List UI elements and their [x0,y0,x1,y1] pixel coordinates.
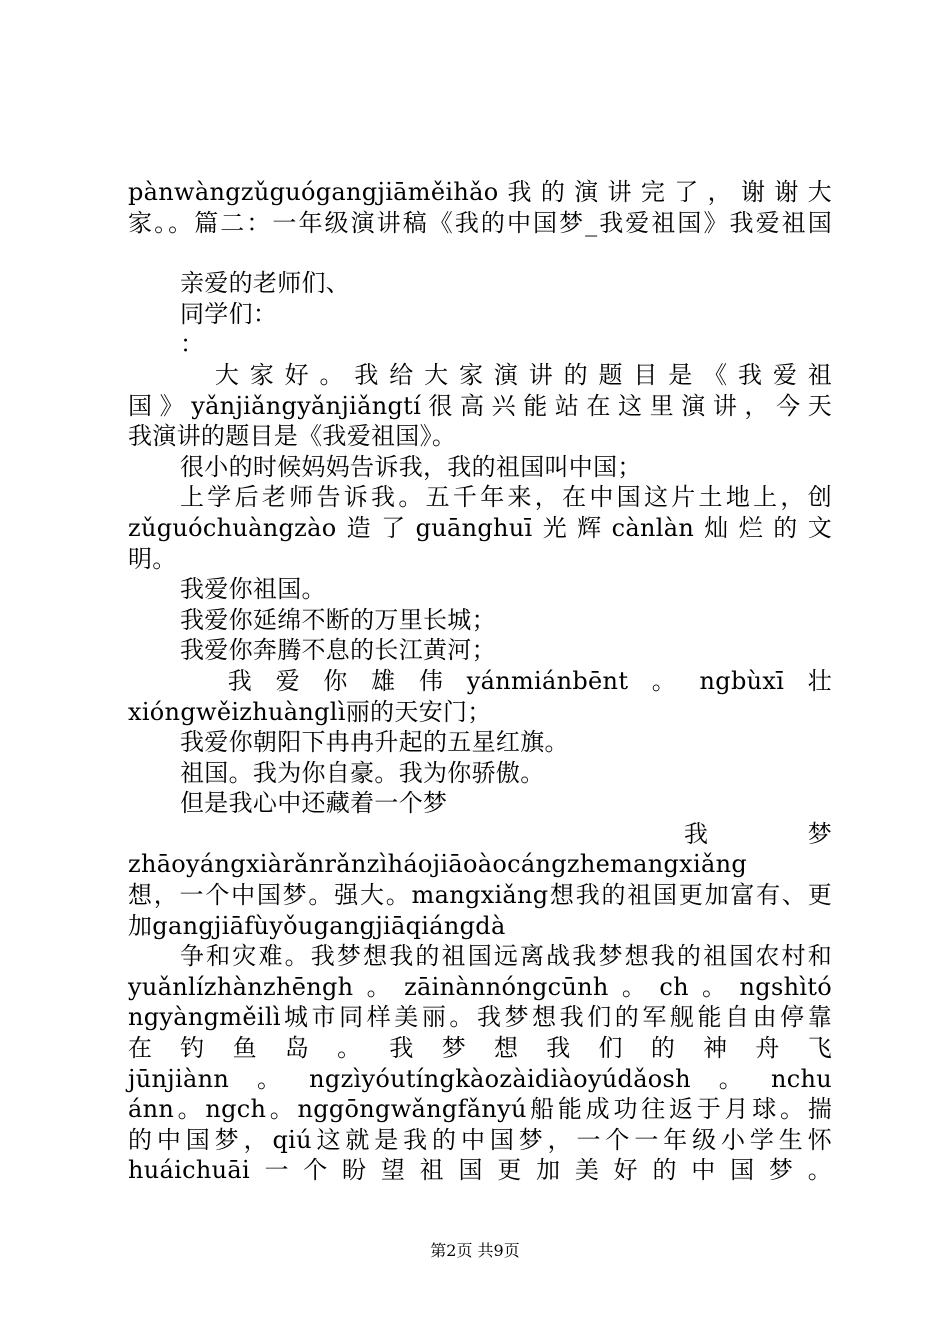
text-line: zhāoyángxiàrǎnrǎnzìháojiāoàocángzhemangxiǎng [128,850,748,879]
text-line: 加gangjiāfùyǒugangjiāqiángdà [128,911,506,940]
text-line: 我爱你延绵不断的万里长城； [180,605,496,634]
page-footer [0,1241,950,1261]
text-line: 我爱你祖国。 [180,575,326,604]
text-line: 明。 [128,544,177,573]
text-line: ngyàngměilì城市同样美丽。我梦想我们的军舰能自由停靠 [128,1003,832,1032]
text-line: ： [180,330,205,359]
text-line: 我演讲的题目是《我爱祖国》。 [128,422,457,451]
paragraph-gap [128,238,832,268]
text-line: 上学后老师告诉我。五千年来，在中国这片土地上，创 [180,483,832,512]
text-line: 很小的时候妈妈告诉我，我的祖国叫中国； [180,452,642,481]
salutation-line: 同学们： [180,299,278,328]
text-line: 国》yǎnjiǎngyǎnjiǎngtí很高兴能站在这里演讲，今天 [128,391,832,420]
text-line: 我爱你朝阳下冉冉升起的五星红旗。 [180,728,569,757]
text-line: 我爱你雄伟yánmiánbēnt。ngbùxī壮 [180,666,832,695]
text-line: 争和灾难。我梦想我的祖国远离战我梦想我的祖国农村和 [180,942,832,971]
text-line: 的中国梦，qiú这就是我的中国梦，一个一年级小学生怀 [128,1125,832,1154]
text-line: jūnjiànn。ngzìyóutíngkàozàidiàoyúdǎosh。nchu [128,1064,832,1093]
text-line: 在钓鱼岛。我梦想我们的神舟飞 [128,1034,832,1063]
text-line: ánn。ngch。nggōngwǎngfǎnyú船能成功往返于月球。揣 [128,1095,832,1124]
page-number: 第2页 共9页 [430,1241,520,1260]
text-line: huáichuāi一个盼望祖国更加美好的中国梦。 [128,1156,832,1185]
document-body [128,177,832,1186]
salutation-line: 亲爱的老师们、 [180,269,351,298]
text-line: pànwàngzǔguógangjiāměihǎo我的演讲完了，谢谢大 [128,178,832,206]
text-line: 我爱你奔腾不息的长江黄河； [180,636,496,665]
text-line: 祖国。我为你自豪。我为你骄傲。 [180,758,545,787]
text-line: yuǎnlízhànzhēngh。zāinànnóngcūnh。ch。ngshìtó [128,972,832,1001]
text-line: zǔguóchuàngzào造了guānghuī光辉cànlàn灿烂的文 [128,513,832,542]
text-line: 大家好。我给大家演讲的题目是《我爱祖 [180,360,832,389]
text-line: 我 梦 [684,819,832,848]
text-line: 家。。篇二：一年级演讲稿《我的中国梦_我爱祖国》我爱祖国 [128,208,832,237]
text-line: 但是我心中还藏着一个梦 [180,789,448,818]
text-line: 想，一个中国梦。强大。mangxiǎng想我的祖国更加富有、更 [128,881,832,910]
text-line: xióngwěizhuànglì丽的天安门； [128,697,492,726]
